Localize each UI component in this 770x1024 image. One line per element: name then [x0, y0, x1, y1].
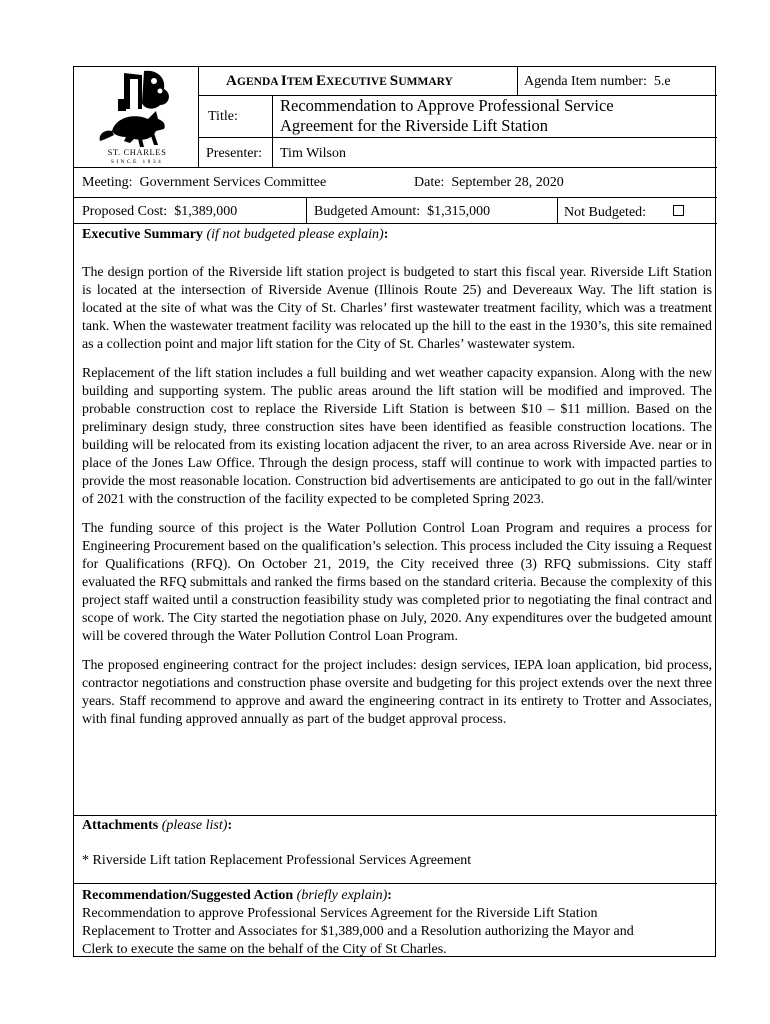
not-budgeted-label: Not Budgeted:: [564, 205, 647, 220]
recommendation-line: Clerk to execute the same on the behalf of the City of St Charles.: [82, 942, 447, 957]
summary-paragraph: The funding source of this project is the Water Pollution Control Loan Program and requires a process for Engineering Procurement based on the qualification’s selection. This process included the City issuing a Request for Qualifications (RFQ). On October 21, 2019, the City received three (3) RFQ submissions. City staff evaluated the RFQ submittals and ranked the firms based on the standard criteria. Because the complexity of this project staff waited until a construction feasibility study was completed prior to negotiating the final contract and scope of work. The City started the negotiation phase on July, 2020. Any expenditures over the budgeted amount will be covered through the Water Pollution Control Loan Program.: [82, 521, 712, 644]
executive-summary-body: [82, 264, 712, 740]
agenda-title: Recommendation to Approve Professional Service Agreement for the Riverside Lift Station: [280, 96, 614, 135]
recommendation-line: Recommendation to approve Professional Services Agreement for the Riverside Lift Station: [82, 906, 598, 921]
logo-since: SINCE 1834: [110, 159, 164, 164]
fox-tree-city-seal-icon: [94, 69, 180, 164]
title-label: Title:: [208, 109, 238, 124]
attachments-heading: Attachments (please list):: [82, 818, 233, 833]
summary-paragraph: Replacement of the lift station includes a full building and wet weather capacity expansion. Along with the new building and supporting system. The public areas around the lift station will be modified and improved. The probable construction cost to replace the Riverside Lift Station is between $10 – $11 million. Based on the preliminary design study, three construction sites have been identified as feasible construction locations. The building will be relocated from its existing location adjacent the river, to an area across Riverside Ave. near or in place of the Jones Law Office. Through the design process, staff will continue to work with impacted parties to provide the most reasonable location. Construction bid advertisements are anticipated to go out in the fall/winter of 2021 with the construction of the facility expected to be completed Spring 2023.: [82, 366, 712, 507]
form-title: AGENDA ITEM EXECUTIVE SUMMARY: [226, 73, 453, 89]
meeting-info: Meeting: Government Services Committee: [82, 175, 327, 190]
proposed-cost: Proposed Cost: $1,389,000: [82, 204, 238, 219]
agenda-item-number: Agenda Item number: 5.e: [524, 74, 671, 89]
summary-paragraph: The proposed engineering contract for the project includes: design services, IEPA loan application, bid process, contractor negotiations and construction phase oversite and budgeting for this project extends over the next three years. Staff recommend to approve and award the engineering contract in its entirety to Trotter and Associates, with final funding approved annually as part of the budget approval process.: [82, 658, 712, 727]
summary-paragraph: The design portion of the Riverside lift station project is budgeted to start this fiscal year. Riverside Lift Station is located at the intersection of Riverside Avenue (Illinois Route 25) and Devereaux Way. The lift station is located at the site of what was the City of St. Charles’ first wastewater treatment facility, which was a treatment tank. When the wastewater treatment facility was relocated up the hill to the east in the 1930’s, this site remained as a collection point and major lift station for the City of St. Charles’ wastewater system.: [82, 265, 712, 352]
recommendation-line: Replacement to Trotter and Associates for $1,389,000 and a Resolution authorizing the Mayor and: [82, 924, 634, 939]
attachment-item: * Riverside Lift tation Replacement Professional Services Agreement: [82, 853, 472, 868]
presenter-label: Presenter:: [206, 146, 262, 161]
meeting-date: Date: September 28, 2020: [414, 175, 564, 190]
agenda-form: [73, 66, 716, 957]
city-logo: [94, 69, 180, 164]
recommendation-heading: Recommendation/Suggested Action (briefly explain):: [82, 888, 392, 903]
presenter-value: Tim Wilson: [280, 146, 346, 161]
budgeted-amount: Budgeted Amount: $1,315,000: [314, 204, 491, 219]
executive-summary-heading: Executive Summary (if not budgeted please explain):: [82, 227, 389, 242]
not-budgeted-checkbox[interactable]: [673, 205, 684, 216]
logo-name: ST. CHARLES: [107, 147, 167, 157]
